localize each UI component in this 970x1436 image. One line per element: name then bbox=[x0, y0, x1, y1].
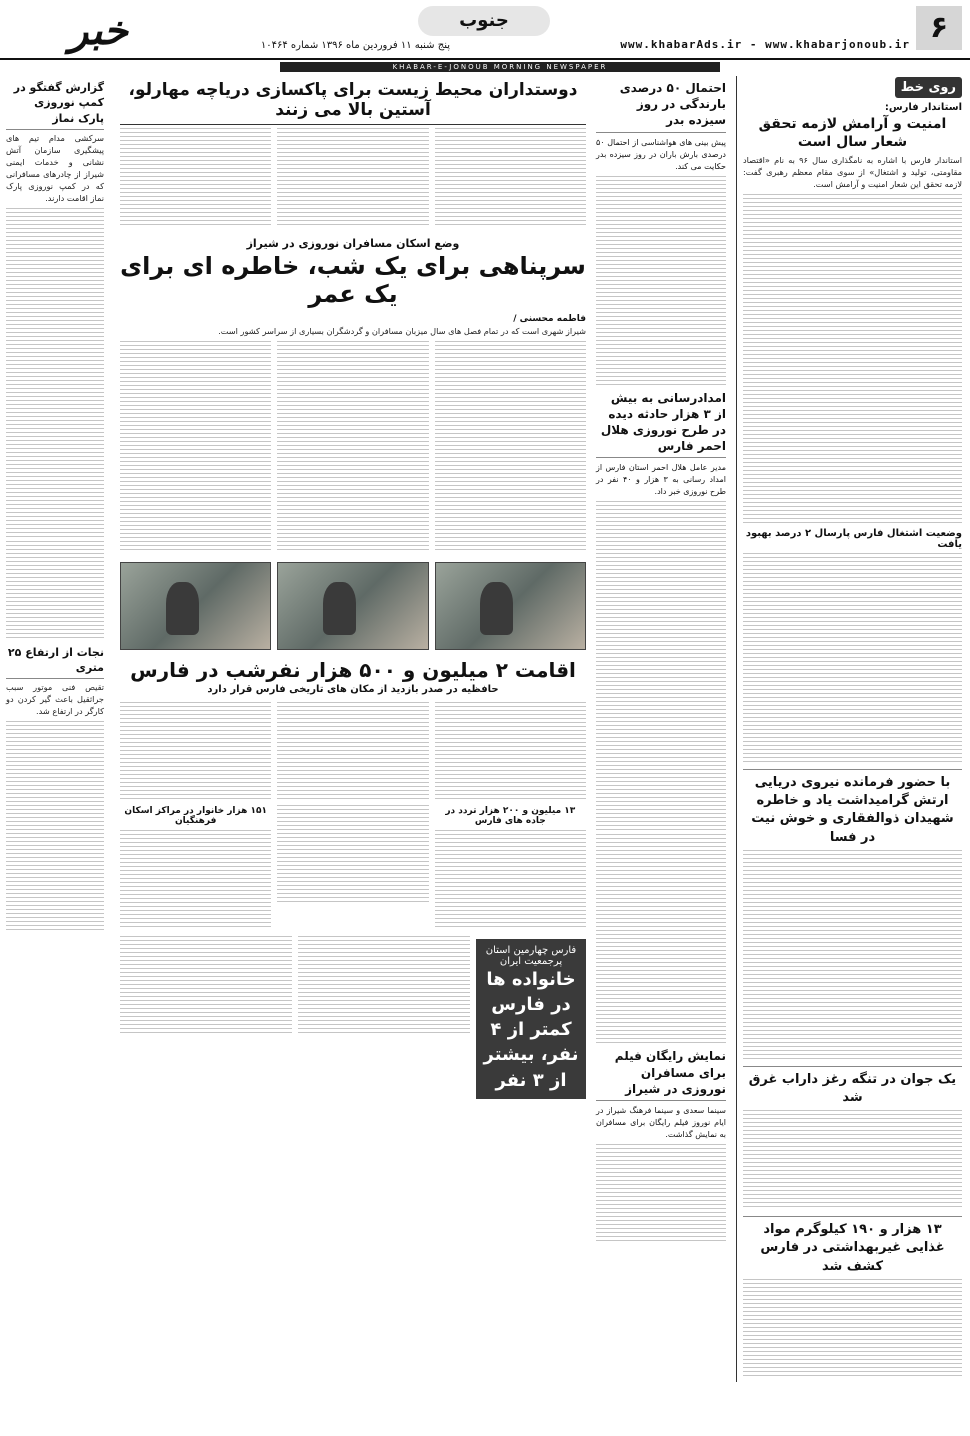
news-title-1: احتمال ۵۰ درصدی بارندگی در روز سیزده بدر bbox=[596, 80, 726, 133]
news-text-lines bbox=[596, 1144, 726, 1244]
article-text-lines bbox=[435, 341, 586, 551]
masthead bbox=[0, 0, 970, 60]
news-text-lines bbox=[596, 834, 726, 1044]
rescue-title: نجات از ارتفاع ۲۵ متری bbox=[6, 645, 104, 680]
article-text-lines bbox=[277, 128, 428, 228]
feature-lead: شیراز شهری است که در تمام فصل های سال میزبان مسافران و گردشگران بسیاری از سراسر کشور است. bbox=[218, 326, 586, 336]
feature-author: فاطمه محسنی / bbox=[513, 314, 586, 324]
article-text-lines bbox=[435, 702, 586, 802]
news-text-lines bbox=[596, 176, 726, 386]
feature-body bbox=[120, 338, 586, 554]
banner-kicker: فارس چهارمین استان پرجمعیت ایران bbox=[485, 944, 577, 967]
stats-body bbox=[120, 699, 586, 933]
news-text-3: سینما سعدی و سینما فرهنگ شیراز در ایام نوروز فیلم رایگان برای مسافران به نمایش گذاشت. bbox=[596, 1105, 726, 1139]
photo-row bbox=[120, 562, 586, 650]
article-text-lines bbox=[435, 830, 586, 930]
article-text-lines bbox=[743, 1110, 962, 1210]
stats-subhead: حافظیه در صدر بازدید از مکان های تاریخی فارس قرار دارد bbox=[207, 683, 499, 695]
article-headline: امنیت و آرامش لازمه تحقق شعار سال است bbox=[758, 116, 947, 151]
report-title: گزارش گفتگو در کمپ نوروزی پارک نماز bbox=[6, 80, 104, 130]
article-text-lines bbox=[120, 128, 271, 228]
article-text-lines bbox=[120, 702, 271, 802]
report-text-lines bbox=[6, 541, 104, 641]
article-text-lines bbox=[120, 830, 271, 930]
article-text-lines bbox=[120, 936, 292, 1036]
section-title: جنوب bbox=[418, 6, 550, 36]
newspaper-logo bbox=[8, 6, 128, 56]
article-headline-4: ۱۳ هزار و ۱۹۰ کیلوگرم مواد غذایی غیربهداشتی در فارس کشف شد bbox=[743, 1216, 962, 1276]
population-banner bbox=[476, 939, 586, 1099]
rescue-text-lines bbox=[6, 721, 104, 931]
left-column bbox=[6, 76, 104, 934]
morning-strip: KHABAR-E-JONOUB MORNING NEWSPAPER bbox=[280, 62, 720, 72]
article-text-lines bbox=[277, 805, 428, 905]
bottom-section bbox=[120, 933, 586, 1099]
article-text-lines bbox=[435, 128, 586, 228]
feature-kicker: وضع اسکان مسافران نوروزی در شیراز bbox=[246, 237, 460, 250]
news-photo bbox=[277, 562, 428, 650]
stats-headline: اقامت ۲ میلیون و ۵۰۰ هزار نفرشب در فارس bbox=[130, 657, 576, 682]
news-text-1: پیش بینی های هواشناسی از احتمال ۵۰ درصدی بارش باران در روز سیزده بدر حکایت می کند. bbox=[596, 137, 726, 171]
right-column bbox=[736, 76, 962, 1382]
stats-inline-subhead-2: ۱۵۱ هزار خانوار در مراکز اسکان فرهنگیان bbox=[124, 805, 267, 826]
top-article-body bbox=[120, 125, 586, 231]
article-subhead: وضعیت اشتغال فارس پارسال ۲ درصد بهبود یافت bbox=[745, 528, 962, 551]
news-photo bbox=[435, 562, 586, 650]
website-url[interactable]: www.khabarAds.ir - www.khabarjonoub.ir bbox=[620, 38, 910, 51]
banner-headline: خانواده ها در فارس کمتر از ۴ نفر، بیشتر از ۳ نفر bbox=[483, 968, 579, 1091]
column-box-title: روی خط bbox=[895, 77, 962, 98]
article-lead: استاندار فارس با اشاره به نامگذاری سال ۹۶ به نام «اقتصاد مقاومتی، تولید و اشتغال» از سوی مقام معظم رهبری گفت: لازمه تحقق این شعار امنیت و آرامش است. bbox=[743, 155, 962, 190]
article-text-lines bbox=[743, 194, 962, 524]
stats-inline-subhead: ۱۳ میلیون و ۲۰۰ هزار تردد در جاده های فارس bbox=[445, 805, 576, 826]
news-title-2: امدادرسانی به بیش از ۳ هزار حادثه دیده در طرح نوروزی هلال احمر فارس bbox=[596, 390, 726, 459]
news-title-3: نمایش رایگان فیلم برای مسافران نوروزی در شیراز bbox=[596, 1048, 726, 1101]
article-text-lines bbox=[298, 936, 470, 1036]
main-column bbox=[120, 76, 586, 1099]
report-text-lines bbox=[6, 208, 104, 538]
article-headline-3: یک جوان در تنگه رغز داراب غرق شد bbox=[743, 1066, 962, 1107]
news-photo bbox=[120, 562, 271, 650]
news-text-2: مدیر عامل هلال احمر استان فارس از امداد رسانی به ۳ هزار و ۴۰ نفر در طرح نوروزی خبر داد. bbox=[596, 463, 726, 497]
rescue-text: تقیص فنی موتور سبب جراثقیل باعث گیر کردن دو کارگر در ارتفاع شد. bbox=[6, 682, 104, 717]
article-kicker: استاندار فارس: bbox=[884, 102, 962, 113]
feature-headline: سرپناهی برای یک شب، خاطره ای برای یک عمر bbox=[120, 252, 586, 308]
page-number: ۶ bbox=[916, 6, 962, 50]
article-text-lines bbox=[277, 702, 428, 802]
article-text-lines bbox=[743, 850, 962, 1060]
middle-column bbox=[596, 76, 726, 1247]
logo-text: خبر bbox=[69, 7, 128, 54]
top-headline: دوستداران محیط زیست برای پاکسازی دریاچه مهارلو، آستین بالا می زنند bbox=[120, 76, 586, 125]
news-text-lines bbox=[596, 501, 726, 831]
article-text-lines bbox=[743, 1279, 962, 1379]
article-text-lines bbox=[277, 341, 428, 551]
article-text-lines bbox=[743, 553, 962, 763]
article-text-lines bbox=[120, 341, 271, 551]
article-headline-2: با حضور فرمانده نیروی دریایی ارتش گرامیداشت یاد و خاطره شهیدان ذوالفقاری و خوش نیت در فسا bbox=[743, 769, 962, 847]
report-text: سرکشی مدام تیم های پیشگیری سازمان آتش نشانی و خدمات ایمنی شیراز از چادرهای مسافرانی که در کمپ نوروزی پارک نماز اقامت دارند. bbox=[6, 133, 104, 203]
issue-date: پنج شنبه ۱۱ فروردین ماه ۱۳۹۶ شماره ۱۰۴۶۴ bbox=[260, 40, 450, 51]
